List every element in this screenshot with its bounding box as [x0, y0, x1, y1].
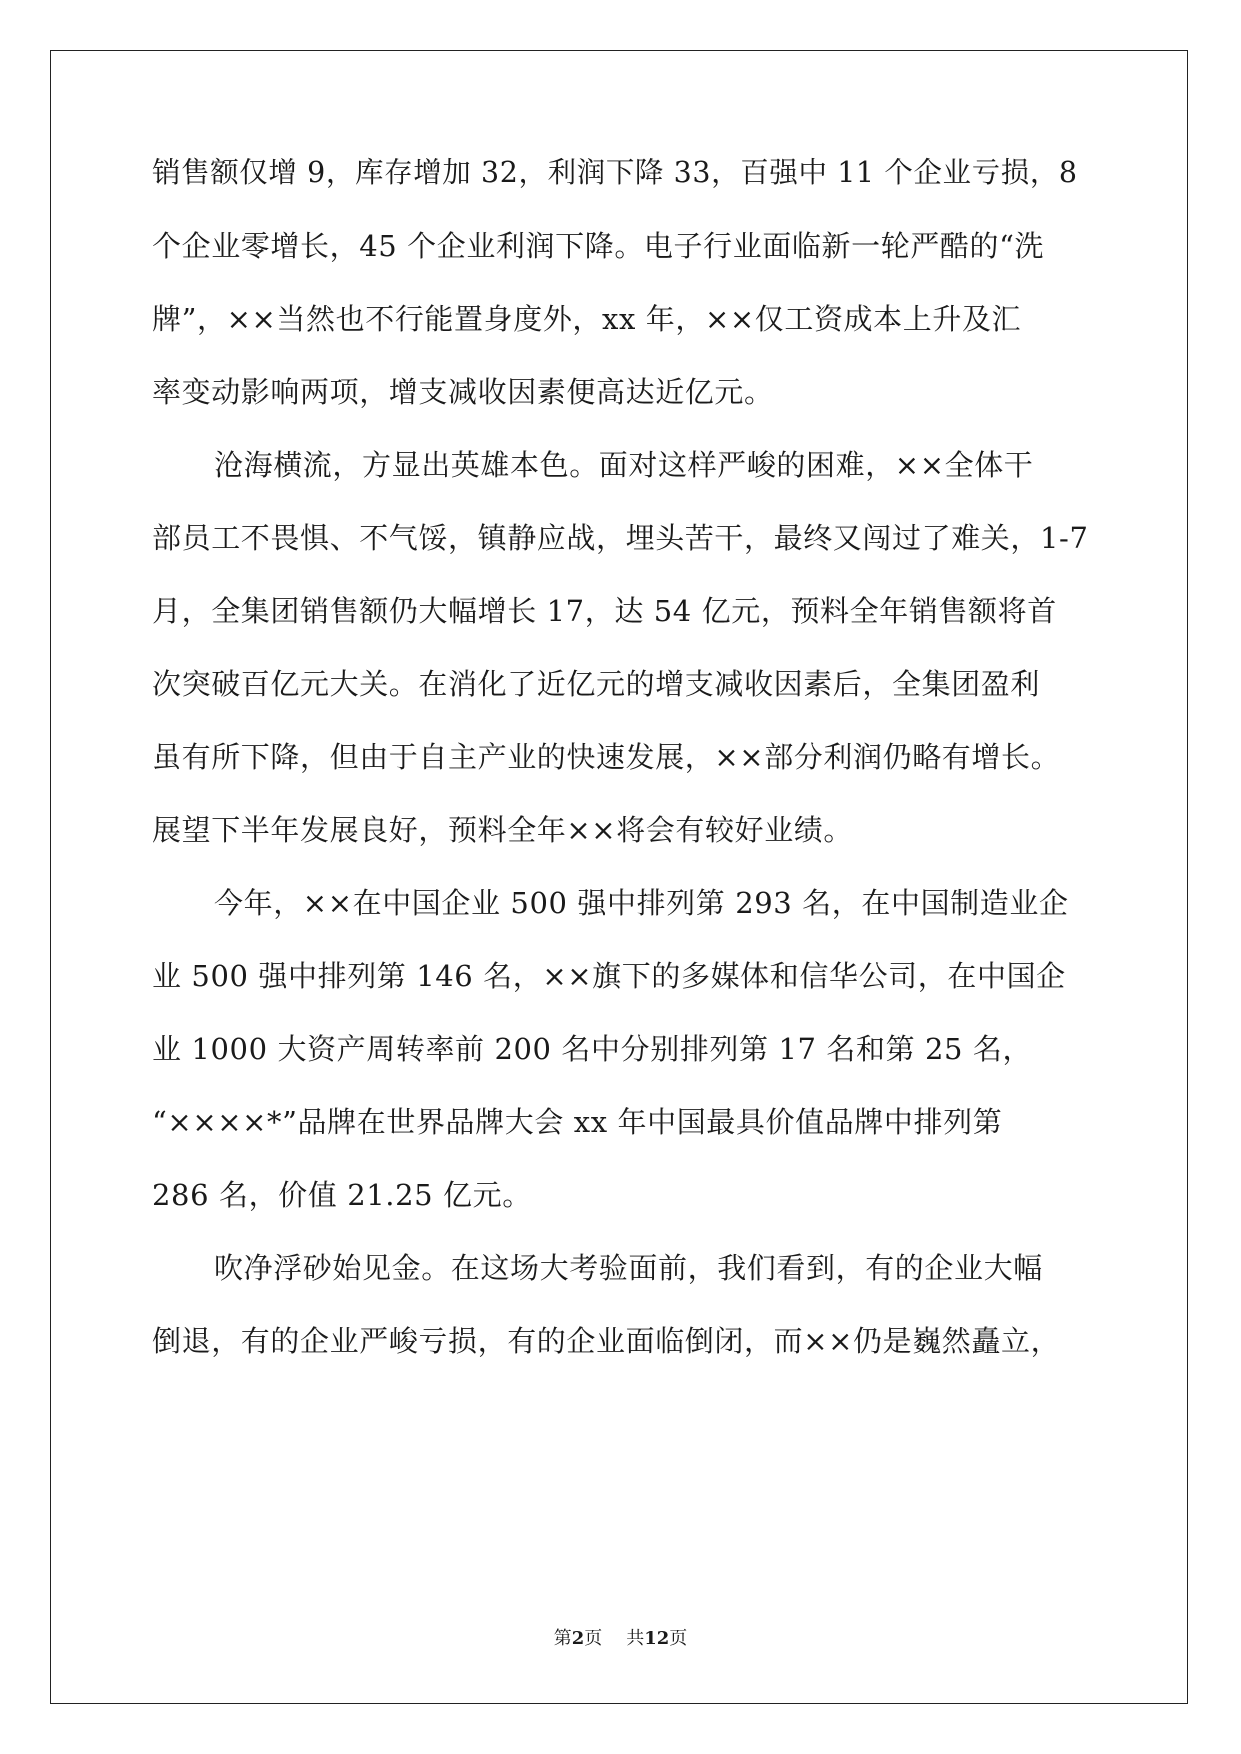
- text-line: 销售额仅增 9，库存增加 32，利润下降 33，百强中 11 个企业亏损，8: [152, 156, 1078, 189]
- page-prefix: 第: [553, 1628, 572, 1649]
- total-suffix: 页: [669, 1628, 688, 1649]
- text-line: 吹净浮砂始见金。在这场大考验面前，我们看到，有的企业大幅: [214, 1251, 1043, 1285]
- text-line: 虽有所下降，但由于自主产业的快速发展，××部分利润仍略有增长。: [152, 740, 1061, 774]
- text-line: 展望下半年发展良好，预料全年××将会有较好业绩。: [152, 813, 853, 847]
- text-line: 次突破百亿元大关。在消化了近亿元的增支减收因素后，全集团盈利: [152, 667, 1041, 701]
- text-line: 率变动影响两项，增支减收因素便高达近亿元。: [152, 375, 774, 409]
- page-number: 2: [571, 1628, 585, 1649]
- text-line: 部员工不畏惧、不气馁，镇静应战，埋头苦干，最终又闯过了难关，1-7: [152, 521, 1089, 555]
- total-pages: 12: [644, 1628, 670, 1649]
- text-line: 月，全集团销售额仍大幅增长 17，达 54 亿元，预料全年销售额将首: [152, 594, 1057, 628]
- text-line: 业 1000 大资产周转率前 200 名中分别排列第 17 名和第 25 名，: [152, 1032, 1033, 1066]
- text-line: 倒退，有的企业严峻亏损，有的企业面临倒闭，而××仍是巍然矗立，: [152, 1324, 1061, 1358]
- text-line: 牌”，××当然也不行能置身度外，xx 年，××仅工资成本上升及汇: [152, 302, 1022, 336]
- text-line: 286 名，价值 21.25 亿元。: [152, 1178, 532, 1212]
- total-prefix: 共: [626, 1628, 645, 1649]
- text-line: 个企业零增长，45 个企业利润下降。电子行业面临新一轮严酷的“洗: [152, 229, 1045, 263]
- text-line: 今年，××在中国企业 500 强中排列第 293 名，在中国制造业企: [214, 886, 1069, 920]
- text-line: 沧海横流，方显出英雄本色。面对这样严峻的困难，××全体干: [214, 448, 1034, 482]
- page-footer: [0, 1624, 1241, 1650]
- text-line: “××××*”品牌在世界品牌大会 xx 年中国最具价值品牌中排列第: [152, 1105, 1003, 1139]
- text-line: 业 500 强中排列第 146 名，××旗下的多媒体和信华公司，在中国企: [152, 959, 1066, 993]
- page-suffix: 页: [584, 1628, 603, 1649]
